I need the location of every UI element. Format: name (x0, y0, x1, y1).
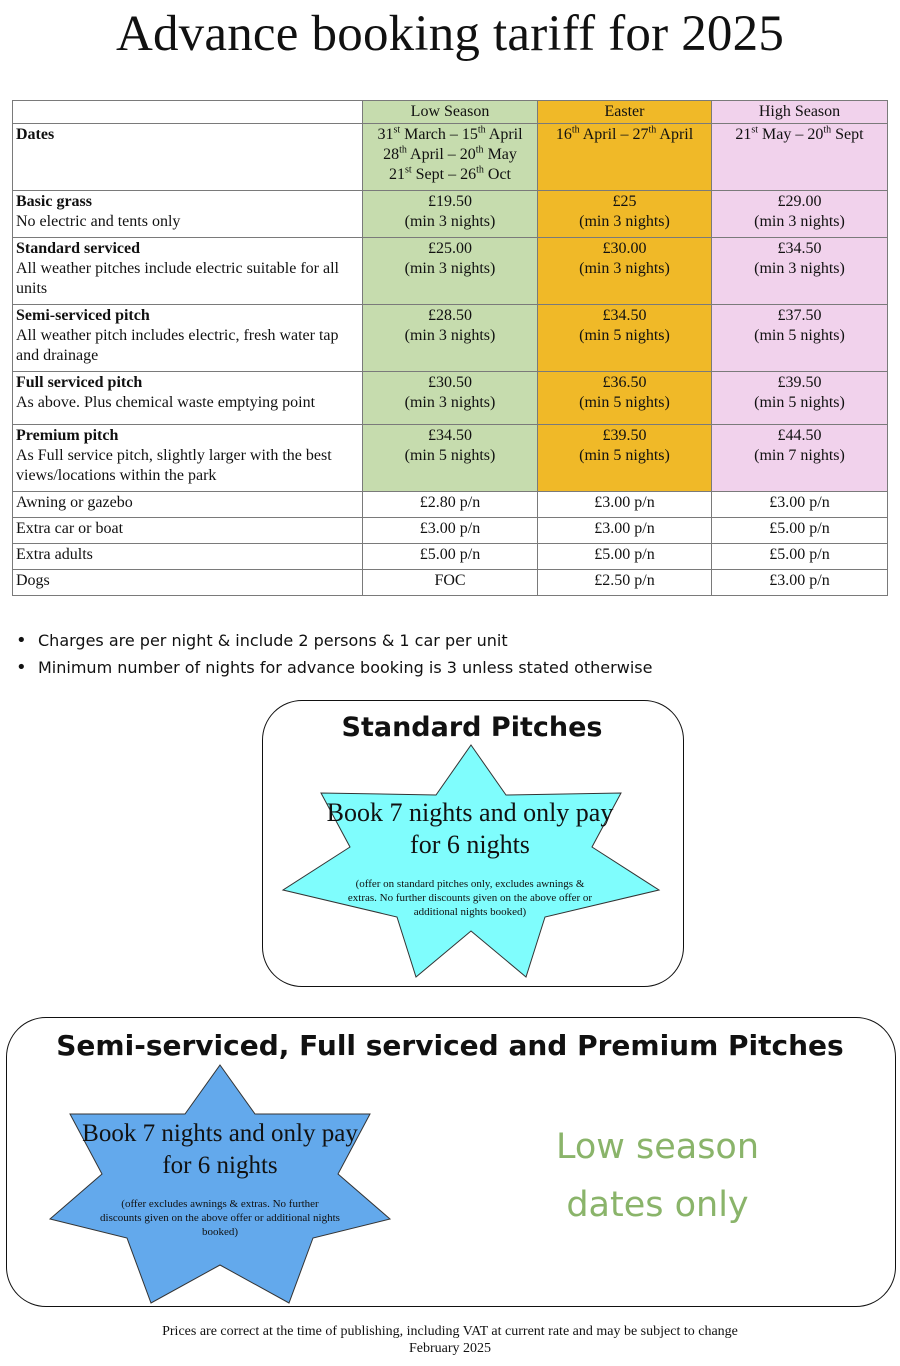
extra-high-season: £3.00 p/n (712, 492, 888, 518)
pitch-row-semi-serviced (13, 305, 888, 372)
note-item: • Charges are per night & include 2 persons & 1 car per unit (16, 630, 652, 657)
extra-easter: £3.00 p/n (538, 518, 712, 544)
extra-row-car-boat (13, 518, 888, 544)
pitch-name: Full serviced pitch (16, 374, 143, 391)
pitch-name: Standard serviced (16, 240, 140, 257)
pitch-description-cell (13, 425, 363, 492)
dates-easter (538, 124, 712, 191)
extra-low-season: £3.00 p/n (363, 518, 538, 544)
standard-offer-title: Standard Pitches (341, 712, 603, 743)
price-easter: £36.50 (min 5 nights) (538, 372, 712, 425)
dates-label: Dates (13, 124, 363, 191)
extra-easter: £5.00 p/n (538, 544, 712, 570)
date-range: 28th April – 20th May (383, 144, 517, 163)
extra-high-season: £5.00 p/n (712, 544, 888, 570)
pitch-name: Premium pitch (16, 427, 119, 444)
pitch-description-cell (13, 305, 363, 372)
pitch-name: Semi-serviced pitch (16, 307, 150, 324)
price-low-season: £30.50 (min 3 nights) (363, 372, 538, 425)
footer-disclaimer: Prices are correct at the time of publishing, including VAT at current rate and may be subject to change (162, 1324, 738, 1339)
extra-row-dogs (13, 570, 888, 596)
extra-label: Dogs (13, 570, 363, 596)
dates-low-season (363, 124, 538, 191)
serviced-offer-headline: Book 7 nights and only pay for 6 nights (82, 1120, 358, 1179)
extra-high-season: £5.00 p/n (712, 518, 888, 544)
date-range: 21st Sept – 26th Oct (388, 164, 511, 183)
notes-list (16, 630, 652, 684)
pitch-row-basic-grass (13, 191, 888, 238)
extra-label: Extra adults (13, 544, 363, 570)
price-high-season: £29.00 (min 3 nights) (712, 191, 888, 238)
extra-row-adults (13, 544, 888, 570)
column-header-easter: Easter (538, 101, 712, 124)
header-blank-cell (13, 101, 363, 124)
price-easter: £25 (min 3 nights) (538, 191, 712, 238)
price-low-season: £19.50 (min 3 nights) (363, 191, 538, 238)
footer-date: February 2025 (408, 1341, 492, 1356)
pitch-description: All weather pitches include electric suitable for all units (16, 260, 339, 297)
price-high-season: £34.50 (min 3 nights) (712, 238, 888, 305)
pitch-description: No electric and tents only (16, 213, 181, 230)
serviced-offer-title: Semi-serviced, Full serviced and Premium Pitches (56, 1029, 844, 1062)
extra-low-season: FOC (363, 570, 538, 596)
table-header-row (13, 101, 888, 124)
date-range: 31st March – 15th April (377, 124, 523, 143)
extra-label: Extra car or boat (13, 518, 363, 544)
dates-row (13, 124, 888, 191)
price-high-season: £37.50 (min 5 nights) (712, 305, 888, 372)
date-range: 16th April – 27th April (555, 124, 694, 143)
pitch-row-full-serviced (13, 372, 888, 425)
dates-high-season (712, 124, 888, 191)
price-low-season: £28.50 (min 3 nights) (363, 305, 538, 372)
low-season-only-note: Low season dates only (555, 1127, 760, 1225)
pitch-description-cell (13, 238, 363, 305)
pitch-row-standard-serviced (13, 238, 888, 305)
standard-offer-terms: (offer on standard pitches only, excludes awnings & extras. No further discounts given on the above offer or additional nights booked) (347, 878, 593, 918)
extra-easter: £2.50 p/n (538, 570, 712, 596)
extra-low-season: £5.00 p/n (363, 544, 538, 570)
column-header-low-season: Low Season (363, 101, 538, 124)
standard-offer-headline: Book 7 nights and only pay for 6 nights (326, 798, 614, 859)
extra-high-season: £3.00 p/n (712, 570, 888, 596)
pitch-description: As above. Plus chemical waste emptying point (16, 394, 316, 411)
star-burst-icon (50, 1065, 390, 1303)
page-title: Advance booking tariff for 2025 (115, 6, 785, 62)
column-header-high-season: High Season (712, 101, 888, 124)
extra-low-season: £2.80 p/n (363, 492, 538, 518)
price-easter: £39.50 (min 5 nights) (538, 425, 712, 492)
pitch-name: Basic grass (16, 193, 92, 210)
price-low-season: £34.50 (min 5 nights) (363, 425, 538, 492)
price-high-season: £39.50 (min 5 nights) (712, 372, 888, 425)
star-burst-icon (283, 745, 659, 977)
price-easter: £34.50 (min 5 nights) (538, 305, 712, 372)
note-item: • Minimum number of nights for advance booking is 3 unless stated otherwise (16, 657, 652, 684)
tariff-table (12, 100, 888, 596)
date-range: 21st May – 20th Sept (735, 124, 864, 143)
extra-row-awning (13, 492, 888, 518)
pitch-row-premium (13, 425, 888, 492)
extra-easter: £3.00 p/n (538, 492, 712, 518)
price-easter: £30.00 (min 3 nights) (538, 238, 712, 305)
pitch-description: As Full service pitch, slightly larger with the best views/locations within the park (16, 447, 332, 484)
extra-label: Awning or gazebo (13, 492, 363, 518)
serviced-offer-terms: (offer excludes awnings & extras. No further discounts given on the above offer or additional nights booked) (100, 1198, 340, 1238)
pitch-description-cell (13, 372, 363, 425)
pitch-description-cell (13, 191, 363, 238)
price-low-season: £25.00 (min 3 nights) (363, 238, 538, 305)
price-high-season: £44.50 (min 7 nights) (712, 425, 888, 492)
pitch-description: All weather pitch includes electric, fresh water tap and drainage (16, 327, 339, 364)
